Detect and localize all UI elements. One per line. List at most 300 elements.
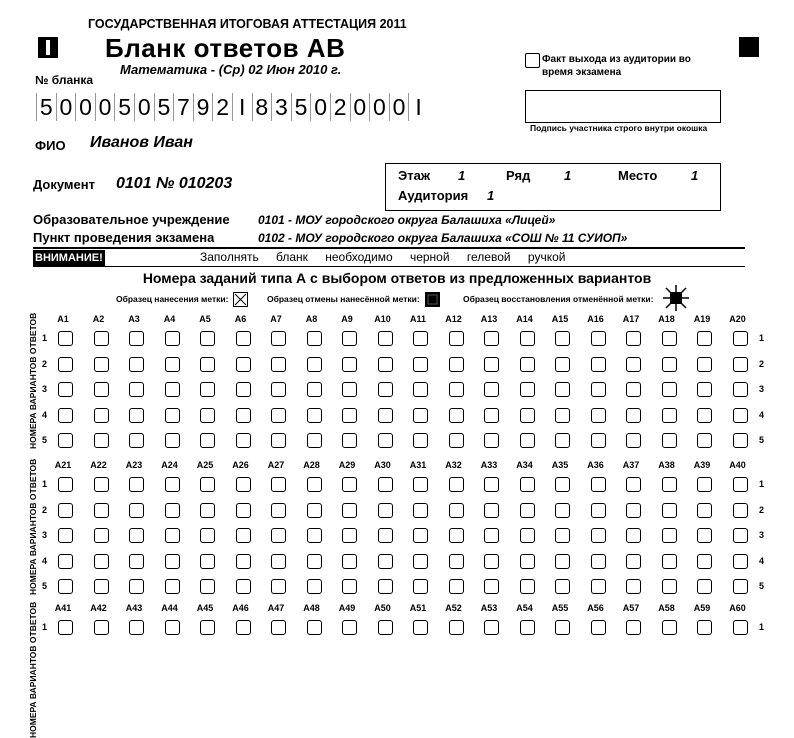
question-header: A40 (729, 460, 746, 470)
answer-checkbox[interactable] (236, 620, 251, 635)
answer-checkbox[interactable] (697, 554, 712, 569)
answer-checkbox[interactable] (200, 620, 215, 635)
blank-number-digit: 0 (389, 93, 409, 121)
blank-number-digit: 2 (212, 93, 232, 121)
answer-checkbox[interactable] (626, 382, 641, 397)
answer-checkbox[interactable] (94, 382, 109, 397)
answer-checkbox[interactable] (271, 477, 286, 492)
question-header: A30 (374, 460, 391, 470)
answer-checkbox[interactable] (94, 620, 109, 635)
answer-checkbox[interactable] (271, 528, 286, 543)
answer-checkbox[interactable] (165, 528, 180, 543)
blank-number-digit: I (232, 93, 252, 121)
question-header: A18 (658, 314, 675, 324)
answer-checkbox[interactable] (378, 620, 393, 635)
answer-checkbox[interactable] (662, 503, 677, 518)
answer-checkbox[interactable] (236, 382, 251, 397)
answer-checkbox[interactable] (591, 477, 606, 492)
answer-checkbox[interactable] (271, 620, 286, 635)
answer-checkbox[interactable] (307, 408, 322, 423)
answer-checkbox[interactable] (591, 528, 606, 543)
blank-number-digit: 9 (193, 93, 213, 121)
answer-checkbox[interactable] (662, 477, 677, 492)
answer-checkbox[interactable] (200, 331, 215, 346)
answer-checkbox[interactable] (58, 554, 73, 569)
answer-checkbox[interactable] (94, 528, 109, 543)
answer-checkbox[interactable] (626, 433, 641, 448)
answer-checkbox[interactable] (342, 408, 357, 423)
answer-checkbox[interactable] (484, 331, 499, 346)
answer-checkbox[interactable] (236, 477, 251, 492)
row-number-left: 5 (42, 581, 48, 591)
answer-checkbox[interactable] (413, 433, 428, 448)
answer-checkbox[interactable] (555, 408, 570, 423)
row-number-right: 1 (759, 333, 765, 343)
answer-checkbox[interactable] (413, 331, 428, 346)
answer-checkbox[interactable] (413, 528, 428, 543)
answer-checkbox[interactable] (307, 528, 322, 543)
exit-checkbox[interactable] (525, 53, 540, 68)
answer-checkbox[interactable] (662, 357, 677, 372)
answer-checkbox[interactable] (271, 433, 286, 448)
answer-checkbox[interactable] (520, 408, 535, 423)
answer-checkbox[interactable] (697, 528, 712, 543)
answer-checkbox[interactable] (449, 528, 464, 543)
answer-checkbox[interactable] (236, 554, 251, 569)
answer-checkbox[interactable] (520, 503, 535, 518)
seat-label: Место (618, 168, 658, 183)
answer-checkbox[interactable] (662, 554, 677, 569)
question-header: A15 (551, 314, 569, 324)
answer-checkbox[interactable] (165, 503, 180, 518)
answer-checkbox[interactable] (733, 528, 748, 543)
answer-checkbox[interactable] (555, 579, 570, 594)
answer-checkbox[interactable] (555, 528, 570, 543)
answer-checkbox[interactable] (413, 477, 428, 492)
section-title: Номера заданий типа А с выбором ответов из предложенных вариантов (142, 270, 652, 286)
answer-checkbox[interactable] (271, 503, 286, 518)
answer-checkbox[interactable] (129, 579, 144, 594)
answer-checkbox[interactable] (555, 357, 570, 372)
corner-marker-left (38, 37, 58, 58)
question-header: A54 (516, 603, 533, 613)
question-header: A39 (693, 460, 711, 470)
question-header: A28 (303, 460, 320, 470)
answer-checkbox[interactable] (236, 408, 251, 423)
answer-checkbox[interactable] (520, 382, 535, 397)
question-header: A59 (693, 603, 711, 613)
answer-checkbox[interactable] (342, 554, 357, 569)
answer-checkbox[interactable] (342, 620, 357, 635)
answer-checkbox[interactable] (236, 331, 251, 346)
answer-checkbox[interactable] (697, 579, 712, 594)
answer-checkbox[interactable] (413, 408, 428, 423)
answer-checkbox[interactable] (165, 554, 180, 569)
answer-checkbox[interactable] (484, 579, 499, 594)
answer-checkbox[interactable] (520, 528, 535, 543)
answer-checkbox[interactable] (200, 528, 215, 543)
answer-checkbox[interactable] (129, 408, 144, 423)
answer-checkbox[interactable] (413, 620, 428, 635)
answer-checkbox[interactable] (413, 554, 428, 569)
answer-checkbox[interactable] (555, 503, 570, 518)
question-header: A38 (658, 460, 675, 470)
answer-checkbox[interactable] (165, 331, 180, 346)
answer-checkbox[interactable] (200, 477, 215, 492)
question-header: A16 (587, 314, 604, 324)
answer-checkbox[interactable] (378, 579, 393, 594)
answer-checkbox[interactable] (662, 382, 677, 397)
row-number-left: 2 (42, 504, 48, 515)
answer-checkbox[interactable] (484, 528, 499, 543)
answer-checkbox[interactable] (94, 331, 109, 346)
question-header: A14 (516, 314, 533, 324)
answer-checkbox[interactable] (520, 620, 535, 635)
answer-checkbox[interactable] (662, 331, 677, 346)
sample-restore-label: Образец восстановления отменённой метки: (463, 294, 654, 304)
answer-checkbox[interactable] (129, 554, 144, 569)
row-number-right: 2 (759, 358, 765, 369)
question-header: A24 (161, 460, 178, 470)
row-number-left: 1 (42, 333, 48, 343)
row-number-right: 5 (759, 581, 765, 591)
answer-checkbox[interactable] (58, 331, 73, 346)
answer-checkbox[interactable] (342, 579, 357, 594)
answer-checkbox[interactable] (236, 528, 251, 543)
answer-checkbox[interactable] (555, 477, 570, 492)
blank-number-digit: 0 (75, 93, 95, 121)
answer-checkbox[interactable] (697, 477, 712, 492)
answer-checkbox[interactable] (520, 357, 535, 372)
answer-checkbox[interactable] (200, 503, 215, 518)
signature-box[interactable] (525, 90, 721, 123)
row-number-left: 4 (42, 409, 48, 420)
question-header: A41 (54, 603, 72, 613)
answer-checkbox[interactable] (662, 528, 677, 543)
answer-checkbox[interactable] (342, 477, 357, 492)
answer-checkbox[interactable] (449, 503, 464, 518)
answer-checkbox[interactable] (378, 554, 393, 569)
answer-checkbox[interactable] (626, 554, 641, 569)
side-label: НОМЕРА ВАРИАНТОВ ОТВЕТОВ (28, 312, 38, 449)
question-header: A3 (128, 314, 140, 324)
answer-checkbox[interactable] (520, 433, 535, 448)
sample-cancel-box (425, 292, 440, 312)
answer-checkbox[interactable] (165, 382, 180, 397)
answer-checkbox[interactable] (697, 331, 712, 346)
divider (33, 247, 745, 249)
answer-checkbox[interactable] (271, 579, 286, 594)
question-header: A46 (232, 603, 249, 613)
answer-checkbox[interactable] (591, 408, 606, 423)
answer-checkbox[interactable] (200, 579, 215, 594)
sample-mark-label: Образец нанесения метки: (116, 294, 229, 304)
answer-checkbox[interactable] (58, 357, 73, 372)
answer-checkbox[interactable] (271, 357, 286, 372)
answer-checkbox[interactable] (484, 357, 499, 372)
question-header: A21 (54, 460, 72, 470)
answer-checkbox[interactable] (449, 357, 464, 372)
row-value: 1 (564, 168, 572, 183)
answer-checkbox[interactable] (520, 554, 535, 569)
answer-checkbox[interactable] (58, 408, 73, 423)
question-header: A32 (445, 460, 462, 470)
answer-checkbox[interactable] (378, 433, 393, 448)
answer-checkbox[interactable] (733, 408, 748, 423)
row-label: Ряд (506, 168, 531, 183)
answer-checkbox[interactable] (626, 528, 641, 543)
question-header: A17 (622, 314, 640, 324)
answer-checkbox[interactable] (200, 554, 215, 569)
answer-checkbox[interactable] (165, 620, 180, 635)
answer-checkbox[interactable] (271, 382, 286, 397)
answer-checkbox[interactable] (307, 477, 322, 492)
answer-checkbox[interactable] (342, 357, 357, 372)
answer-checkbox[interactable] (591, 433, 606, 448)
answer-checkbox[interactable] (591, 620, 606, 635)
answer-checkbox[interactable] (165, 408, 180, 423)
answer-checkbox[interactable] (733, 554, 748, 569)
room-label: Аудитория (398, 188, 469, 203)
answer-checkbox[interactable] (129, 331, 144, 346)
answer-checkbox[interactable] (271, 408, 286, 423)
answer-checkbox[interactable] (484, 477, 499, 492)
question-header: A12 (445, 314, 462, 324)
answer-checkbox[interactable] (94, 408, 109, 423)
answer-checkbox[interactable] (342, 331, 357, 346)
blank-number-digit: 0 (350, 93, 370, 121)
answer-checkbox[interactable] (129, 528, 144, 543)
answer-checkbox[interactable] (378, 477, 393, 492)
answer-checkbox[interactable] (484, 382, 499, 397)
answer-checkbox[interactable] (58, 477, 73, 492)
answer-checkbox[interactable] (342, 433, 357, 448)
question-header: A52 (445, 603, 462, 613)
answer-checkbox[interactable] (484, 620, 499, 635)
answer-checkbox[interactable] (307, 554, 322, 569)
answer-checkbox[interactable] (58, 528, 73, 543)
answer-checkbox[interactable] (58, 503, 73, 518)
answer-checkbox[interactable] (94, 357, 109, 372)
answer-checkbox[interactable] (484, 503, 499, 518)
answer-checkbox[interactable] (200, 382, 215, 397)
answer-checkbox[interactable] (520, 331, 535, 346)
answer-checkbox[interactable] (307, 382, 322, 397)
answer-checkbox[interactable] (129, 357, 144, 372)
question-header: A48 (303, 603, 320, 613)
answer-checkbox[interactable] (378, 528, 393, 543)
answer-checkbox[interactable] (591, 331, 606, 346)
answer-checkbox[interactable] (733, 382, 748, 397)
answer-checkbox[interactable] (697, 620, 712, 635)
answer-checkbox[interactable] (449, 579, 464, 594)
answer-checkbox[interactable] (697, 408, 712, 423)
answer-checkbox[interactable] (129, 382, 144, 397)
question-header: A5 (199, 314, 211, 324)
exam-point-label: Пункт проведения экзамена (33, 230, 215, 245)
answer-checkbox[interactable] (413, 382, 428, 397)
answer-checkbox[interactable] (165, 579, 180, 594)
answer-checkbox[interactable] (378, 357, 393, 372)
answer-checkbox[interactable] (733, 620, 748, 635)
row-number-left: 3 (42, 384, 48, 394)
answer-checkbox[interactable] (591, 554, 606, 569)
answer-checkbox[interactable] (591, 357, 606, 372)
answer-checkbox[interactable] (307, 503, 322, 518)
answer-checkbox[interactable] (520, 477, 535, 492)
question-header: A27 (267, 460, 285, 470)
answer-checkbox[interactable] (129, 433, 144, 448)
answer-checkbox[interactable] (733, 503, 748, 518)
answer-checkbox[interactable] (662, 408, 677, 423)
answer-checkbox[interactable] (449, 620, 464, 635)
answer-checkbox[interactable] (697, 503, 712, 518)
answer-checkbox[interactable] (342, 503, 357, 518)
answer-checkbox[interactable] (342, 382, 357, 397)
answer-checkbox[interactable] (449, 433, 464, 448)
answer-checkbox[interactable] (413, 503, 428, 518)
answer-checkbox[interactable] (662, 620, 677, 635)
floor-label: Этаж (398, 168, 431, 183)
answer-checkbox[interactable] (733, 357, 748, 372)
answer-checkbox[interactable] (378, 331, 393, 346)
answer-checkbox[interactable] (520, 579, 535, 594)
answer-checkbox[interactable] (94, 554, 109, 569)
answer-checkbox[interactable] (591, 503, 606, 518)
row-number-right: 3 (759, 384, 765, 394)
answer-checkbox[interactable] (129, 477, 144, 492)
answer-checkbox[interactable] (697, 357, 712, 372)
answer-checkbox[interactable] (733, 477, 748, 492)
seat-value: 1 (691, 168, 699, 183)
answer-checkbox[interactable] (413, 357, 428, 372)
answer-checkbox[interactable] (733, 579, 748, 594)
answer-checkbox[interactable] (58, 579, 73, 594)
question-header: A50 (374, 603, 391, 613)
answer-checkbox[interactable] (236, 503, 251, 518)
answer-checkbox[interactable] (697, 433, 712, 448)
answer-checkbox[interactable] (626, 477, 641, 492)
answer-checkbox[interactable] (626, 503, 641, 518)
row-number-left: 3 (42, 530, 48, 540)
answer-checkbox[interactable] (165, 433, 180, 448)
answer-checkbox[interactable] (626, 357, 641, 372)
answer-checkbox[interactable] (555, 620, 570, 635)
answer-checkbox[interactable] (626, 579, 641, 594)
answer-checkbox[interactable] (165, 477, 180, 492)
answer-checkbox[interactable] (200, 433, 215, 448)
question-header: A1 (57, 314, 69, 324)
answer-checkbox[interactable] (484, 408, 499, 423)
answer-checkbox[interactable] (555, 382, 570, 397)
row-number-right: 1 (759, 622, 765, 632)
answer-checkbox[interactable] (484, 554, 499, 569)
question-header: A44 (161, 603, 178, 613)
question-header: A8 (305, 314, 318, 324)
answer-checkbox[interactable] (236, 357, 251, 372)
answer-checkbox[interactable] (94, 503, 109, 518)
divider (33, 266, 745, 267)
question-header: A49 (338, 603, 356, 613)
answer-checkbox[interactable] (626, 620, 641, 635)
question-header: A29 (338, 460, 356, 470)
document-label: Документ (33, 177, 95, 192)
answer-checkbox[interactable] (662, 433, 677, 448)
answer-checkbox[interactable] (236, 433, 251, 448)
answer-checkbox[interactable] (58, 382, 73, 397)
answer-checkbox[interactable] (484, 433, 499, 448)
blank-number-digit: 5 (154, 93, 174, 121)
answer-checkbox[interactable] (662, 579, 677, 594)
answer-checkbox[interactable] (58, 620, 73, 635)
answer-checkbox[interactable] (449, 554, 464, 569)
signature-label: Подпись участника строго внутри окошка (530, 123, 708, 133)
answer-checkbox[interactable] (307, 579, 322, 594)
answer-checkbox[interactable] (555, 554, 570, 569)
answer-checkbox[interactable] (236, 579, 251, 594)
answer-checkbox[interactable] (555, 433, 570, 448)
question-header: A35 (551, 460, 569, 470)
answer-checkbox[interactable] (591, 579, 606, 594)
answer-checkbox[interactable] (591, 382, 606, 397)
answer-checkbox[interactable] (271, 331, 286, 346)
answer-checkbox[interactable] (697, 382, 712, 397)
answer-checkbox[interactable] (626, 408, 641, 423)
sample-mark-box (233, 292, 248, 312)
answer-checkbox[interactable] (449, 382, 464, 397)
attention-text: Заполнять бланк необходимо черной гелевой ручкой (200, 250, 566, 264)
answer-checkbox[interactable] (129, 620, 144, 635)
answer-checkbox[interactable] (129, 503, 144, 518)
answer-checkbox[interactable] (555, 331, 570, 346)
org-label: Образовательное учреждение (33, 212, 230, 227)
answer-checkbox[interactable] (307, 357, 322, 372)
answer-checkbox[interactable] (165, 357, 180, 372)
answer-checkbox[interactable] (449, 331, 464, 346)
exam-point-value: 0102 - МОУ городского округа Балашиха «СОШ № 11 СУИОП» (258, 231, 628, 245)
answer-checkbox[interactable] (307, 433, 322, 448)
answer-checkbox[interactable] (413, 579, 428, 594)
row-number-right: 1 (759, 479, 765, 489)
question-header: A4 (163, 314, 176, 324)
answer-checkbox[interactable] (733, 331, 748, 346)
blank-number-digit: 7 (173, 93, 193, 121)
answer-checkbox[interactable] (271, 554, 286, 569)
answer-checkbox[interactable] (378, 408, 393, 423)
answer-checkbox[interactable] (200, 408, 215, 423)
answer-checkbox[interactable] (200, 357, 215, 372)
answer-checkbox[interactable] (378, 382, 393, 397)
answer-checkbox[interactable] (94, 579, 109, 594)
row-number-right: 5 (759, 435, 765, 445)
answer-checkbox[interactable] (58, 433, 73, 448)
answer-checkbox[interactable] (307, 620, 322, 635)
answer-checkbox[interactable] (342, 528, 357, 543)
answer-checkbox[interactable] (449, 477, 464, 492)
blank-number-digit: 5 (36, 93, 56, 121)
question-header: A51 (409, 603, 427, 613)
answer-checkbox[interactable] (94, 433, 109, 448)
answer-checkbox[interactable] (94, 477, 109, 492)
answer-checkbox[interactable] (733, 433, 748, 448)
answer-checkbox[interactable] (378, 503, 393, 518)
question-header: A53 (480, 603, 498, 613)
blank-number-digit: 2 (330, 93, 350, 121)
answer-checkbox[interactable] (626, 331, 641, 346)
answer-checkbox[interactable] (307, 331, 322, 346)
question-header: A42 (90, 603, 107, 613)
answer-checkbox[interactable] (449, 408, 464, 423)
